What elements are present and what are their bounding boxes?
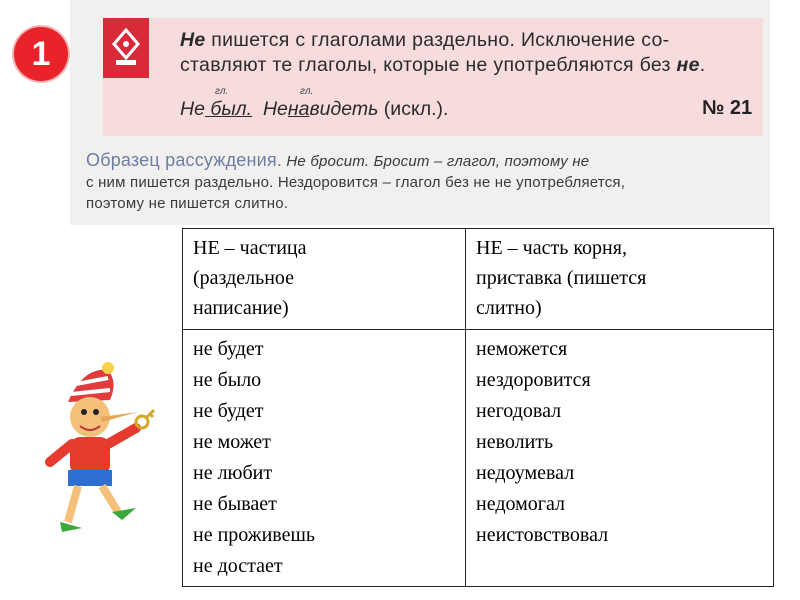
list-item: не достает [193, 555, 283, 577]
list-item: неистовствовал [476, 524, 609, 546]
list-item: не будет [193, 338, 264, 360]
rule-examples: Не был. Ненавидеть (искл.). [180, 98, 449, 120]
rule-text: Не пишется с глаголами раздельно. Исключение со- ставляют те глаголы, которые не употребляются без не. [180, 29, 706, 76]
list-item: недомогал [476, 493, 566, 515]
slide-number-badge: 1 [14, 27, 68, 81]
sample-reasoning: Образец рассуждения. Не бросит. Бросит – глагол, поэтому не с ним пишется раздельно. Нездоровится – глагол без не не употребляется, поэтому не пишется слитно. [86, 150, 626, 212]
rule-line1: пишется с глаголами раздельно. Исключение со- [205, 29, 670, 51]
header-particle: НЕ – частица (раздельное написание) [183, 229, 466, 330]
rule-tail: не [676, 54, 700, 76]
header-root-prefix: НЕ – часть корня, приставка (пишется слитно) [466, 229, 774, 330]
list-item: негодовал [476, 400, 562, 422]
gl-mark: гл. [215, 86, 229, 97]
list-item: не было [193, 369, 262, 391]
list-item: нездоровится [476, 369, 591, 391]
list-item: недоумевал [476, 462, 575, 484]
list-item: не проживешь [193, 524, 316, 546]
list-item: не может [193, 431, 271, 453]
exercise-number: № 21 [702, 97, 753, 119]
comparison-table [182, 228, 774, 587]
root-list [466, 330, 774, 587]
list-item: не будет [193, 400, 264, 422]
gl-mark: гл. [300, 86, 314, 97]
pen-nib-icon [103, 18, 149, 78]
list-item: неможется [476, 338, 568, 360]
list-item: не бывает [193, 493, 277, 515]
list-item: не любит [193, 462, 273, 484]
sample-head: Образец рассуждения. [86, 150, 283, 170]
buratino-illustration [38, 362, 158, 547]
list-item: неволить [476, 431, 554, 453]
particle-list [183, 330, 466, 587]
rule-lead: Не [180, 29, 206, 51]
rule-line2: ставляют те глаголы, которые не употребляются без [180, 54, 677, 76]
